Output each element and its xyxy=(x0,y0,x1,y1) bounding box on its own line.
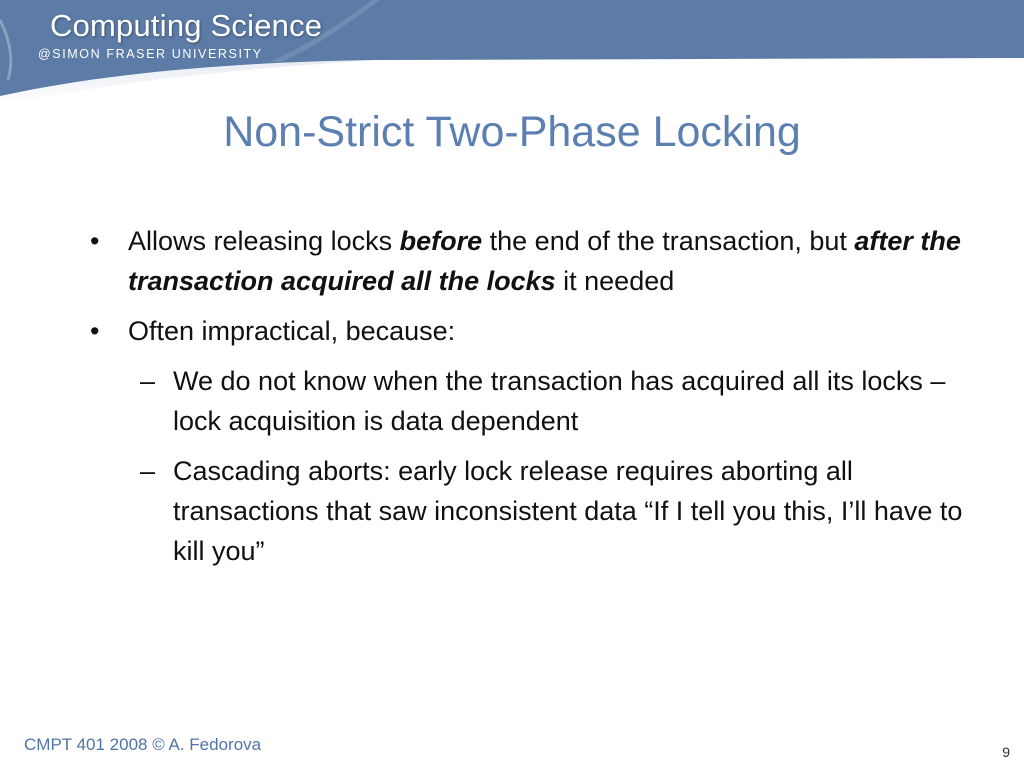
dash-mark: – xyxy=(140,456,156,486)
slide-title: Non-Strict Two-Phase Locking xyxy=(223,108,801,156)
dash-mark: – xyxy=(140,366,156,396)
logo-subtitle: @SIMON FRASER UNIVERSITY xyxy=(38,47,263,61)
bullet-text: Often impractical, because: xyxy=(128,316,456,346)
subbullet-item xyxy=(90,451,970,571)
bullet-text: Allows releasing locks xyxy=(128,226,400,256)
bullet-emphasis: after the transaction acquired all the locks xyxy=(128,226,961,296)
bullet-item xyxy=(90,221,970,301)
slide-content xyxy=(90,221,970,581)
page-number: 9 xyxy=(1002,744,1010,760)
footer-text: CMPT 401 2008 © A. Fedorova xyxy=(24,735,262,754)
header-banner xyxy=(0,0,1024,110)
bullet-mark: • xyxy=(90,316,100,346)
subbullet-item xyxy=(90,361,970,441)
bullet-mark: • xyxy=(90,226,100,256)
subbullet-text: Cascading aborts: early lock release requires aborting all transactions that saw inconsistent data “If I tell you this, I’ll have to kill you” xyxy=(173,456,963,566)
subbullet-text: We do not know when the transaction has acquired all its locks – lock acquisition is data dependent xyxy=(173,366,946,436)
bullet-emphasis: before xyxy=(399,226,483,256)
bullet-item xyxy=(90,311,970,351)
logo-title: Computing Science xyxy=(50,8,323,43)
bullet-text: the end of the transaction, but xyxy=(482,226,855,256)
bullet-text: it needed xyxy=(555,266,675,296)
